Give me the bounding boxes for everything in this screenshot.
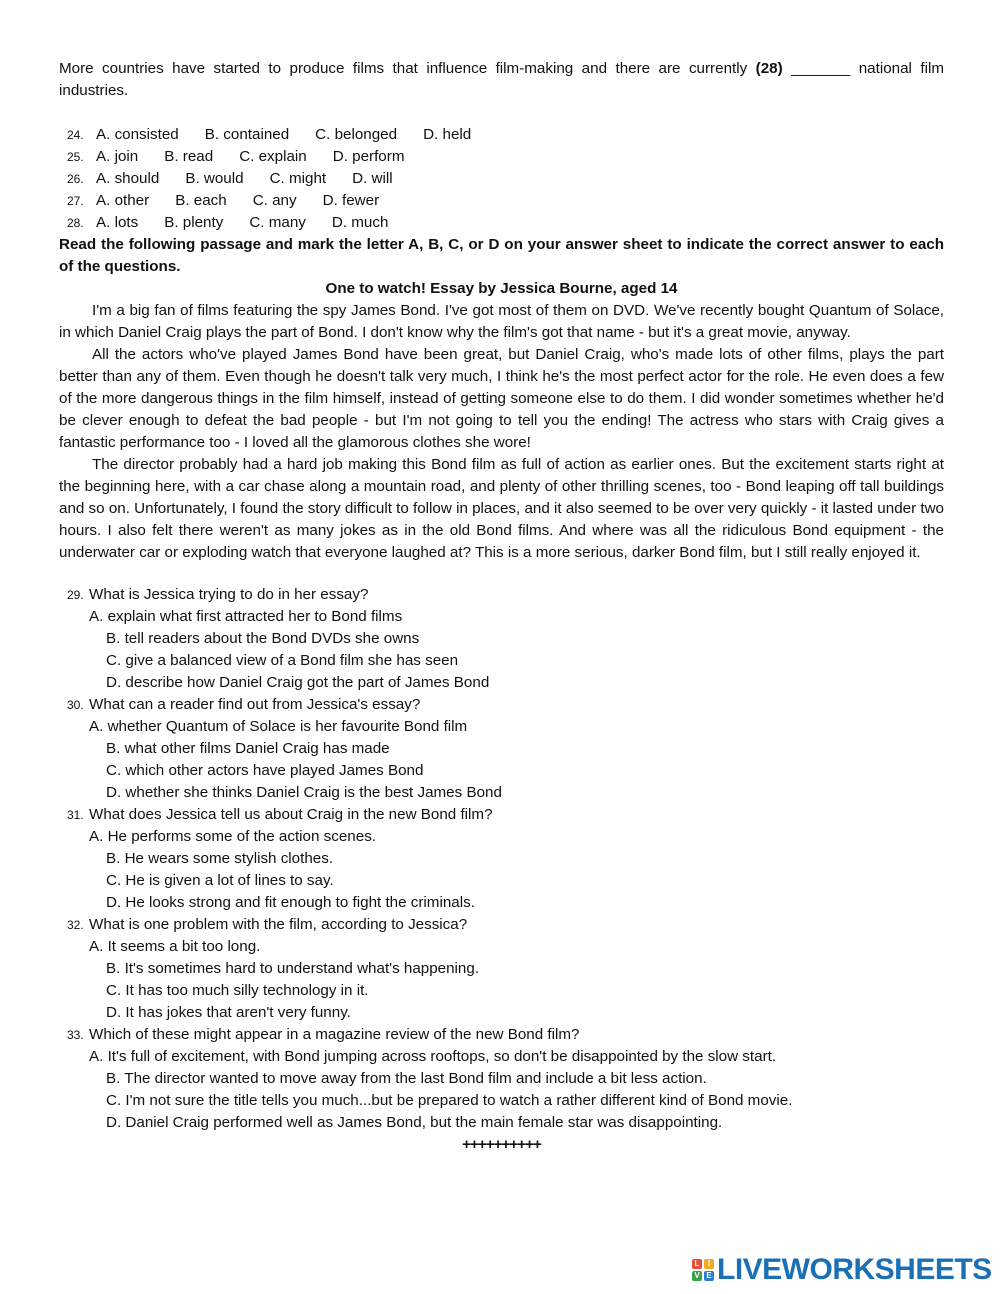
option-b[interactable]: B. contained	[204, 126, 290, 143]
option-c[interactable]: C. belonged	[315, 126, 398, 143]
answer-a[interactable]: A. whether Quantum of Solace is her favourite Bond film	[89, 718, 468, 735]
answer-b[interactable]: B. He wears some stylish clothes.	[106, 850, 334, 867]
worksheet-page	[59, 58, 944, 1156]
end-mark: ++++++++++	[462, 1136, 541, 1153]
intro-text-end: _______ national film industries.	[59, 60, 944, 99]
option-row	[59, 212, 944, 234]
option-a[interactable]: A. other	[96, 192, 150, 209]
question-stem	[59, 804, 944, 826]
option-a[interactable]: A. join	[96, 148, 139, 165]
option-d[interactable]: D. perform	[332, 148, 405, 165]
answer-d[interactable]: D. whether she thinks Daniel Craig is the best James Bond	[106, 784, 502, 801]
question-block	[59, 694, 944, 804]
question-number: 26.	[67, 172, 84, 186]
option-c[interactable]: C. any	[252, 192, 297, 209]
answer-b[interactable]: B. tell readers about the Bond DVDs she owns	[106, 630, 420, 647]
instruction: Read the following passage and mark the letter A, B, C, or D on your answer sheet to indicate the correct answer to each of the questions.	[59, 236, 944, 275]
option-a[interactable]: A. should	[96, 170, 160, 187]
question-stem	[59, 694, 944, 716]
question-text: What does Jessica tell us about Craig in the new Bond film?	[89, 806, 493, 823]
question-text: Which of these might appear in a magazine review of the new Bond film?	[89, 1026, 580, 1043]
question-number: 25.	[67, 150, 84, 164]
option-c[interactable]: C. many	[249, 214, 306, 231]
essay-paragraph: The director probably had a hard job making this Bond film as full of action as earlier ones. But the excitement starts right at the beginning here, with a car chase along a mountain road, and plenty of other thrilling scenes, too - Bond leaping off tall buildings and so on. Unfortunately, I found the story difficult to follow in places, and it also seemed to be over very quickly - it lasted under two hours. I also felt there weren't as many jokes as in the old Bond films. And where was all the ridiculous Bond equipment - the underwater car or exploding watch that everyone laughed at? This is a more serious, darker Bond film, but I still really enjoyed it.	[59, 456, 945, 561]
answer-d[interactable]: D. It has jokes that aren't very funny.	[106, 1004, 351, 1021]
option-d[interactable]: D. held	[423, 126, 472, 143]
intro-paragraph	[59, 58, 944, 102]
question-block	[59, 1024, 944, 1134]
question-number: 29.	[67, 588, 84, 602]
answer-d[interactable]: D. describe how Daniel Craig got the part of James Bond	[106, 674, 490, 691]
logo-mark-tile: L	[692, 1259, 702, 1269]
essay-paragraph: I'm a big fan of films featuring the spy James Bond. I've got most of them on DVD. We've recently bought Quantum of Solace, in which Daniel Craig plays the part of Bond. I don't know why the film's got that name - but it's a great movie, anyway.	[59, 302, 944, 341]
logo-mark-icon	[692, 1259, 714, 1281]
essay-paragraph: All the actors who've played James Bond have been great, but Daniel Craig, who's made lots of other films, plays the part better than any of them. Even though he doesn't talk very much, I think he's the most perfect actor for the role. He even does a few of the more dangerous things in the film himself, instead of getting someone else to do them. I did wonder sometimes whether he'd be clever enough to defeat the bad people - but I'm not going to tell you the ending! The actress who stars with Craig gives a fantastic performance too - I loved all the glamorous clothes she wore!	[59, 346, 944, 451]
option-a[interactable]: A. consisted	[96, 126, 179, 143]
question-number: 24.	[67, 128, 84, 142]
answer-b[interactable]: B. The director wanted to move away from the last Bond film and include a bit less action.	[106, 1070, 707, 1087]
option-d[interactable]: D. fewer	[322, 192, 380, 209]
question-number: 30.	[67, 698, 84, 712]
question-text: What is one problem with the film, according to Jessica?	[89, 916, 468, 933]
blank-number: (28)	[755, 60, 783, 77]
logo-mark-tile: V	[692, 1271, 702, 1281]
question-stem	[59, 584, 944, 606]
option-c[interactable]: C. might	[269, 170, 327, 187]
answer-a[interactable]: A. He performs some of the action scenes.	[89, 828, 377, 845]
answer-b[interactable]: B. what other films Daniel Craig has made	[106, 740, 390, 757]
option-d[interactable]: D. will	[352, 170, 393, 187]
answer-d[interactable]: D. He looks strong and fit enough to fight the criminals.	[106, 894, 475, 911]
option-b[interactable]: B. read	[164, 148, 214, 165]
option-b[interactable]: B. each	[175, 192, 227, 209]
logo-mark-tile: E	[704, 1271, 714, 1281]
option-b[interactable]: B. would	[185, 170, 244, 187]
question-text: What can a reader find out from Jessica's essay?	[89, 696, 421, 713]
question-stem	[59, 914, 944, 936]
option-d[interactable]: D. much	[331, 214, 389, 231]
question-block	[59, 804, 944, 914]
question-stem	[59, 1024, 944, 1046]
question-number: 33.	[67, 1028, 84, 1042]
option-row	[59, 124, 944, 146]
option-a[interactable]: A. lots	[96, 214, 139, 231]
question-number: 28.	[67, 216, 84, 230]
option-row	[59, 190, 944, 212]
options-list	[59, 124, 944, 234]
option-row	[59, 168, 944, 190]
question-number: 27.	[67, 194, 84, 208]
answer-c[interactable]: C. which other actors have played James Bond	[106, 762, 424, 779]
intro-text: More countries have started to produce films that influence film-making and there are currently	[59, 60, 756, 77]
answer-c[interactable]: C. I'm not sure the title tells you much...but be prepared to watch a rather different kind of Bond movie.	[106, 1092, 793, 1109]
answer-a[interactable]: A. It seems a bit too long.	[89, 938, 261, 955]
answer-a[interactable]: A. It's full of excitement, with Bond jumping across rooftops, so don't be disappointed by the slow start.	[89, 1048, 777, 1065]
question-block	[59, 584, 944, 694]
answer-c[interactable]: C. give a balanced view of a Bond film she has seen	[106, 652, 459, 669]
option-row	[59, 146, 944, 168]
answer-c[interactable]: C. He is given a lot of lines to say.	[106, 872, 334, 889]
logo-text: LIVEWORKSHEETS	[717, 1253, 992, 1286]
question-block	[59, 914, 944, 1024]
answer-c[interactable]: C. It has too much silly technology in it.	[106, 982, 369, 999]
answer-a[interactable]: A. explain what first attracted her to Bond films	[89, 608, 403, 625]
logo-mark-tile: I	[704, 1259, 714, 1269]
spacer	[59, 564, 944, 584]
liveworksheets-logo	[692, 1250, 992, 1290]
answer-b[interactable]: B. It's sometimes hard to understand what's happening.	[106, 960, 480, 977]
answer-d[interactable]: D. Daniel Craig performed well as James Bond, but the main female star was disappointing.	[106, 1114, 723, 1131]
essay-title: One to watch! Essay by Jessica Bourne, aged 14	[325, 280, 678, 297]
question-number: 32.	[67, 918, 84, 932]
question-number: 31.	[67, 808, 84, 822]
option-b[interactable]: B. plenty	[164, 214, 224, 231]
question-text: What is Jessica trying to do in her essay?	[89, 586, 369, 603]
option-c[interactable]: C. explain	[239, 148, 307, 165]
